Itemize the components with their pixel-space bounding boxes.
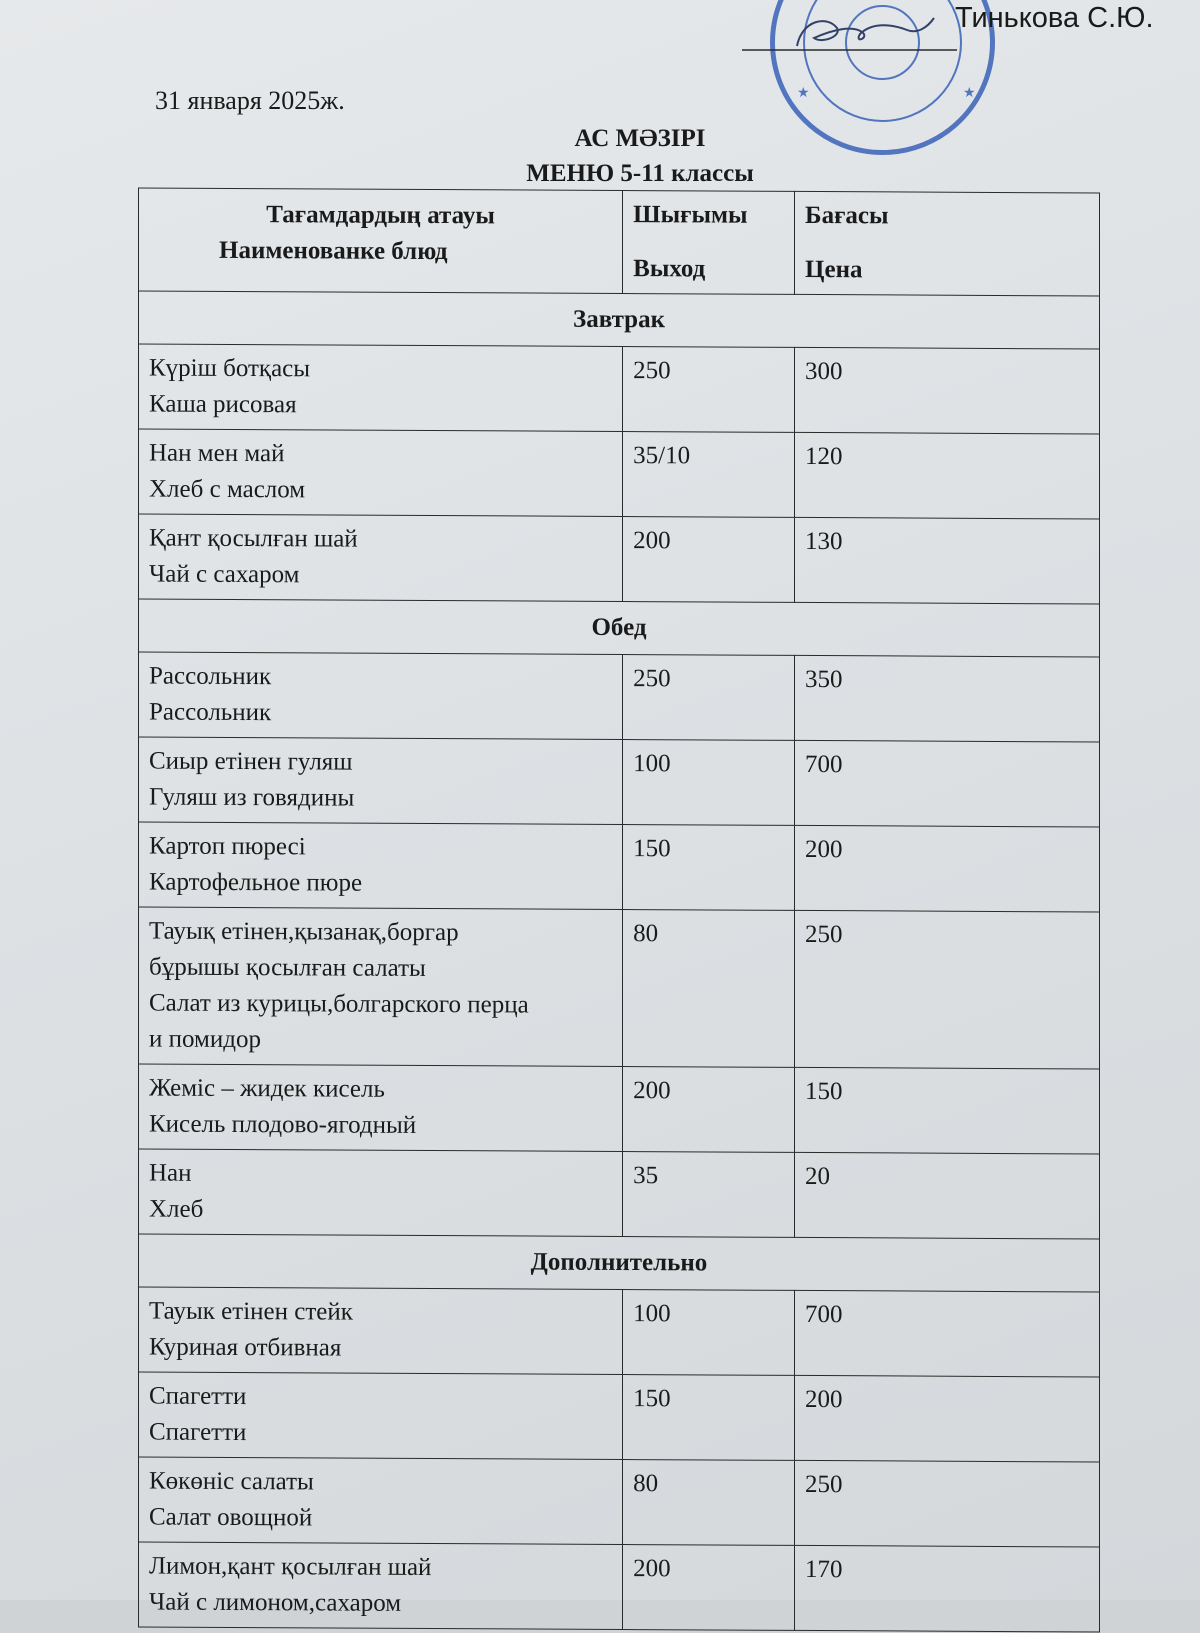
table-row bbox=[139, 1287, 1100, 1377]
dish-name-line: Спагетти bbox=[149, 1418, 247, 1447]
dish-name-line: Рассольник bbox=[149, 662, 272, 691]
dish-name bbox=[139, 1149, 623, 1237]
dish-name bbox=[139, 429, 623, 517]
dish-yield: 150 bbox=[623, 1375, 795, 1461]
dish-name-line: Салат овощной bbox=[149, 1503, 313, 1532]
dish-name-line: Каша рисовая bbox=[149, 390, 297, 419]
table-row bbox=[139, 1064, 1100, 1154]
dish-name-line: Хлеб bbox=[149, 1195, 204, 1223]
dish-name-line: бұрышы қосылған салаты bbox=[149, 953, 426, 982]
dish-yield: 200 bbox=[623, 1067, 795, 1153]
dish-yield: 250 bbox=[623, 347, 795, 433]
dish-name bbox=[139, 1542, 623, 1630]
dish-yield: 150 bbox=[623, 825, 795, 911]
dish-name-line: Салат из курицы,болгарского перца bbox=[149, 989, 529, 1019]
section-row bbox=[139, 599, 1100, 657]
dish-name-line: Көкөніс салаты bbox=[149, 1467, 314, 1496]
dish-name bbox=[139, 1457, 623, 1545]
table-row bbox=[139, 652, 1100, 742]
dish-name bbox=[139, 737, 623, 825]
dish-yield: 35 bbox=[623, 1152, 795, 1238]
header-row bbox=[139, 188, 1100, 296]
dish-name-line: Хлеб с маслом bbox=[149, 475, 306, 504]
dish-name-line: Куриная отбивная bbox=[149, 1333, 342, 1362]
star-icon: ★ bbox=[797, 86, 810, 101]
dish-name-line: Рассольник bbox=[149, 698, 272, 727]
dish-price: 300 bbox=[795, 347, 1100, 434]
dish-price: 150 bbox=[795, 1067, 1100, 1154]
table-row bbox=[139, 737, 1100, 827]
dish-price: 700 bbox=[795, 740, 1100, 827]
dish-yield: 35/10 bbox=[623, 432, 795, 518]
table-row bbox=[139, 1149, 1100, 1239]
column-header-name-kz: Тағамдардың атауы bbox=[266, 201, 495, 230]
column-header-yield-kz: Шығымы bbox=[633, 201, 748, 229]
column-header-name bbox=[139, 188, 623, 294]
column-header-yield-ru: Выход bbox=[633, 255, 706, 283]
table-row bbox=[139, 1457, 1100, 1547]
dish-yield: 100 bbox=[623, 740, 795, 826]
title-kazakh: АС МӘЗІРІ bbox=[574, 125, 706, 152]
dish-price: 130 bbox=[795, 517, 1100, 604]
dish-price: 250 bbox=[795, 1460, 1100, 1547]
section-title: Дополнительно bbox=[139, 1234, 1100, 1292]
dish-price: 700 bbox=[795, 1290, 1100, 1377]
section-title: Обед bbox=[139, 599, 1100, 657]
dish-name-line: и помидор bbox=[149, 1025, 261, 1054]
dish-name-line: Картофельное пюре bbox=[149, 868, 363, 897]
signature bbox=[742, 10, 957, 58]
table-row bbox=[139, 514, 1100, 604]
column-header-price-kz: Бағасы bbox=[805, 201, 889, 230]
dish-name-line: Нан bbox=[149, 1159, 192, 1187]
column-header-price-ru: Цена bbox=[805, 255, 863, 284]
dish-name-line: Чай с лимоном,сахаром bbox=[149, 1588, 402, 1617]
approver-name: Тинькова С.Ю. bbox=[955, 2, 1154, 34]
dish-yield: 200 bbox=[623, 1545, 795, 1631]
dish-name bbox=[139, 1064, 623, 1152]
dish-price: 200 bbox=[795, 1375, 1100, 1462]
dish-name-line: Картоп пюресі bbox=[149, 832, 306, 861]
dish-price: 20 bbox=[795, 1152, 1100, 1239]
column-header-yield bbox=[623, 191, 795, 295]
dish-price: 120 bbox=[795, 432, 1100, 519]
section-row bbox=[139, 1234, 1100, 1292]
dish-name-line: Қант қосылған шай bbox=[149, 524, 358, 553]
column-header-name-ru: Наименованке блюд bbox=[219, 236, 448, 266]
dish-price: 200 bbox=[795, 825, 1100, 912]
menu-table bbox=[138, 187, 1100, 1632]
dish-name bbox=[139, 1372, 623, 1460]
dish-name-line: Тауык етінен стейк bbox=[149, 1297, 353, 1326]
dish-yield: 80 bbox=[623, 1460, 795, 1546]
dish-name bbox=[139, 344, 623, 432]
dish-name-line: Сиыр етінен гуляш bbox=[149, 747, 353, 776]
title-russian: МЕНЮ 5-11 классы bbox=[526, 160, 754, 187]
dish-price: 250 bbox=[795, 910, 1100, 1069]
section-title: Завтрак bbox=[139, 291, 1100, 349]
dish-name-line: Чай с сахаром bbox=[149, 560, 300, 589]
dish-name-line: Күріш ботқасы bbox=[149, 354, 311, 383]
menu-body bbox=[139, 291, 1100, 1632]
column-header-price bbox=[795, 191, 1100, 296]
dish-name-line: Тауық етінен,қызанақ,боргар bbox=[149, 917, 459, 947]
dish-price: 350 bbox=[795, 655, 1100, 742]
dish-name-line: Лимон,қант қосылған шай bbox=[149, 1552, 432, 1582]
table-row bbox=[139, 429, 1100, 519]
table-row bbox=[139, 344, 1100, 434]
dish-name bbox=[139, 652, 623, 740]
dish-yield: 80 bbox=[623, 910, 795, 1068]
dish-price: 170 bbox=[795, 1545, 1100, 1632]
dish-name-line: Нан мен май bbox=[149, 439, 285, 468]
dish-name-line: Гуляш из говядины bbox=[149, 783, 355, 812]
dish-name-line: Жеміс – жидек кисель bbox=[149, 1074, 385, 1103]
menu-date: 31 января 2025ж. bbox=[155, 86, 345, 115]
table-row bbox=[139, 1372, 1100, 1462]
dish-name bbox=[139, 907, 623, 1067]
dish-name-line: Спагетти bbox=[149, 1382, 247, 1411]
dish-yield: 100 bbox=[623, 1290, 795, 1376]
star-icon: ★ bbox=[963, 86, 976, 101]
table-row bbox=[139, 822, 1100, 912]
dish-name bbox=[139, 822, 623, 910]
table-row bbox=[139, 1542, 1100, 1632]
dish-name bbox=[139, 514, 623, 602]
dish-yield: 250 bbox=[623, 655, 795, 741]
dish-name bbox=[139, 1287, 623, 1375]
dish-name-line: Кисель плодово-ягодный bbox=[149, 1110, 417, 1139]
table-row bbox=[139, 907, 1100, 1069]
section-row bbox=[139, 291, 1100, 349]
dish-yield: 200 bbox=[623, 517, 795, 603]
